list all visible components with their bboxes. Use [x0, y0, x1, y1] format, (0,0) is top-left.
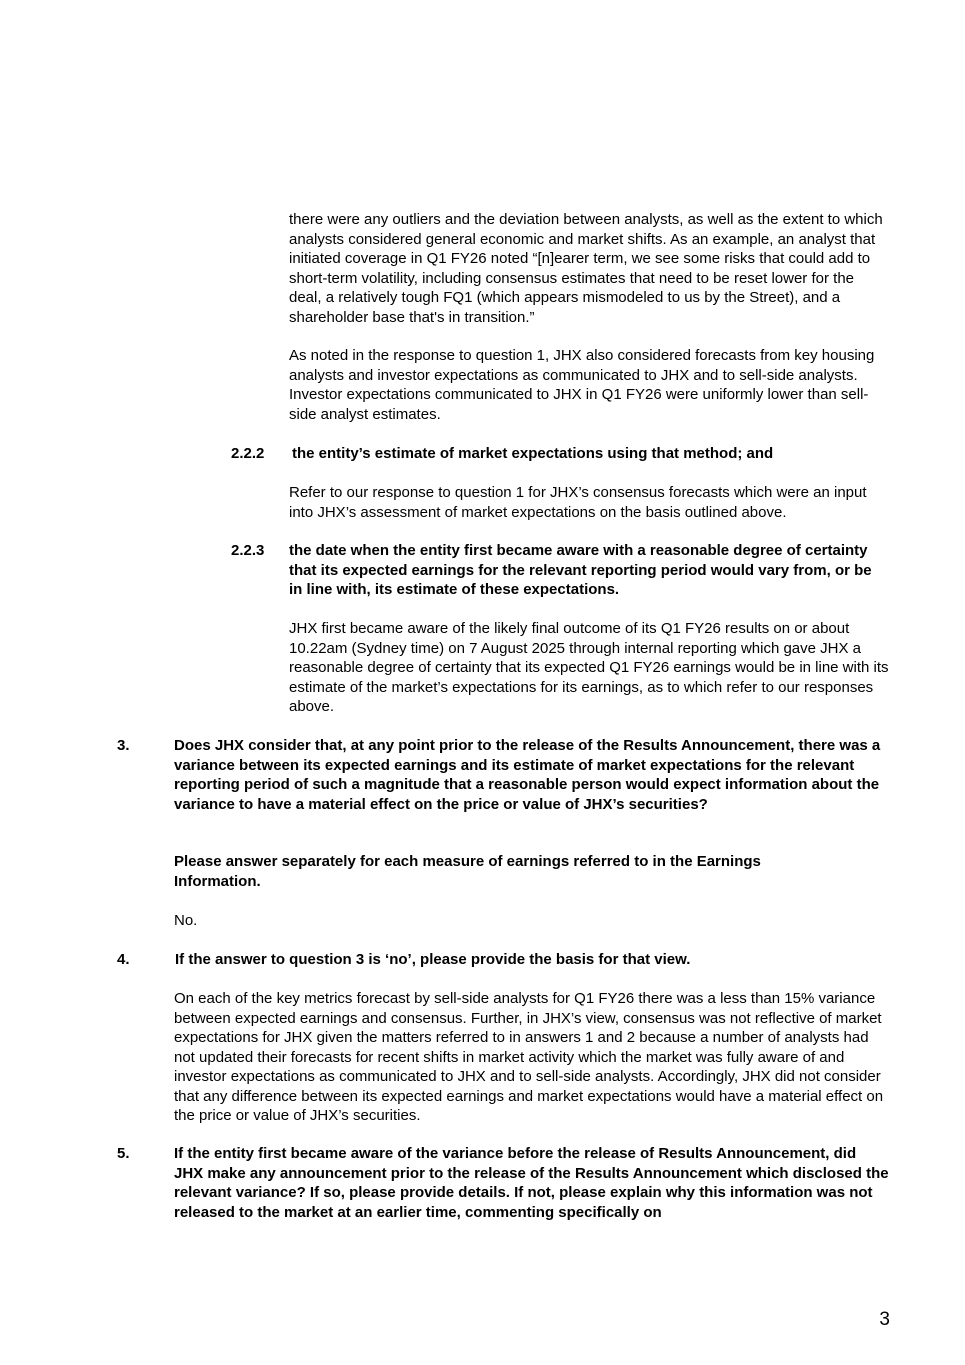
section-2-2-2-answer: Refer to our response to question 1 for JHX’s consensus forecasts which were an input into JHX’s assessment of market expectations on the basis outlined above.: [289, 484, 867, 521]
section-2-2-2-heading: the entity’s estimate of market expectations using that method; and: [292, 445, 774, 462]
section-2-2-3-heading: the date when the entity first became aware with a reasonable degree of certainty that its expected earnings for the relevant reporting period would vary from, or be in line with, its estimate of these expectations.: [289, 542, 872, 598]
question-3-number: 3.: [117, 737, 130, 754]
section-2-2-2-number: 2.2.2: [231, 445, 265, 462]
question-3-subtext: Please answer separately for each measure of earnings referred to in the Earnings Information.: [174, 853, 761, 890]
question-4-number: 4.: [117, 951, 130, 968]
question-3-answer: No.: [174, 912, 198, 929]
page-number: 3: [879, 1309, 890, 1330]
analyst-coverage-paragraph: there were any outliers and the deviation between analysts, as well as the extent to which analysts considered general economic and market shifts. As an example, an analyst that initiated coverage in Q1 FY26 noted “[n]earer term, we see some risks that could add to short-term volatility, including consensus estimates that need to be reset lower for the deal, a relatively tough FQ1 (which appears mismodeled to us by the Street), and a shareholder base that's in transition.”: [289, 211, 883, 326]
question-5-number: 5.: [117, 1145, 130, 1162]
question-4-text: If the answer to question 3 is ‘no’, please provide the basis for that view.: [175, 951, 691, 968]
section-2-2-3-answer: JHX first became aware of the likely final outcome of its Q1 FY26 results on or about 10.22am (Sydney time) on 7 August 2025 through internal reporting which gave JHX a reasonable degree of certainty that its expected Q1 FY26 earnings would be in line with its estimate of the market’s expectations for its earnings, as to which refer to our responses above.: [289, 620, 889, 715]
question-5-text: If the entity first became aware of the variance before the release of Results Announcement, did JHX make any announcement prior to the release of the Results Announcement which disclosed the relevant variance? If so, please provide details. If not, please explain why this information was not released to the market at an earlier time, commenting specifically on: [174, 1145, 889, 1221]
question-4-answer: On each of the key metrics forecast by sell-side analysts for Q1 FY26 there was a less than 15% variance between expected earnings and consensus. Further, in JHX’s view, consensus was not reflective of market expectations for JHX given the matters referred to in answers 1 and 2 because a number of analysts had not updated their forecasts for recent shifts in market activity which the market was fully aware of and investor expectations as communicated to JHX and to sell-side analysts. Accordingly, JHX did not consider that any difference between its expected earnings and market expectations would have a material effect on the price or value of JHX’s securities.: [174, 990, 884, 1124]
section-2-2-3-number: 2.2.3: [231, 542, 265, 559]
housing-analysts-paragraph: As noted in the response to question 1, JHX also considered forecasts from key housing analysts and investor expectations as communicated to JHX and to sell-side analysts. Investor expectations communicated to JHX in Q1 FY26 were uniformly lower than sell-side analyst estimates.: [289, 347, 875, 423]
question-3-text: Does JHX consider that, at any point prior to the release of the Results Announcement, there was a variance between its expected earnings and its estimate of market expectations for the relevant reporting period of such a magnitude that a reasonable person would expect information about the variance to have a material effect on the price or value of JHX’s securities?: [174, 737, 881, 813]
